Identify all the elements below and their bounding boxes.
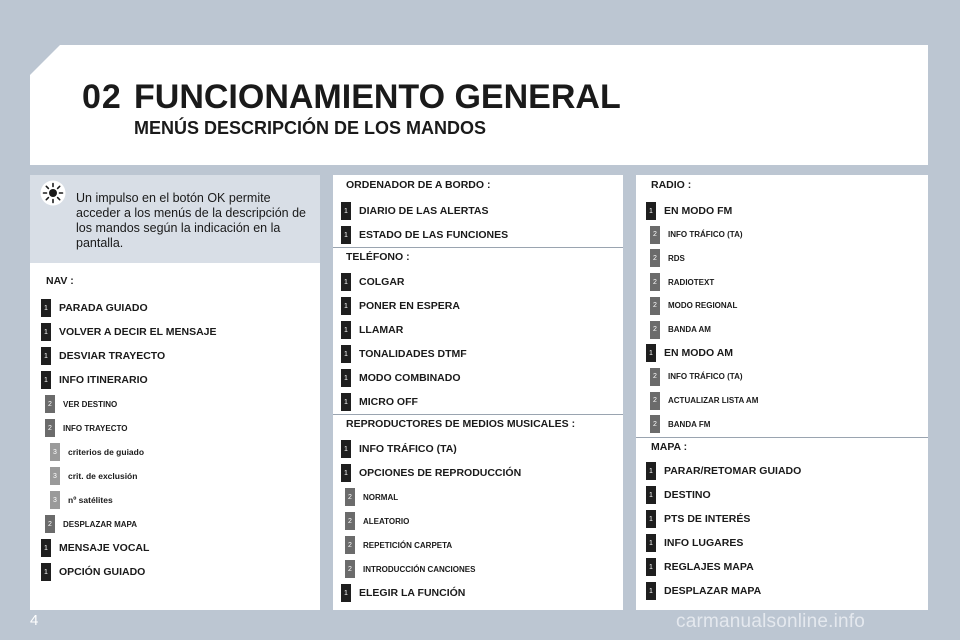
- menu-level-badge: 3: [50, 491, 60, 509]
- menu-item-label: MODO COMBINADO: [359, 372, 461, 384]
- menu-level-badge: 1: [41, 539, 51, 557]
- menu-item: [345, 512, 409, 530]
- menu-level-badge: 1: [41, 299, 51, 317]
- menu-item-label: LLAMAR: [359, 324, 404, 336]
- menu-item: [50, 491, 113, 509]
- menu-level-badge: 3: [50, 443, 60, 461]
- menu-item: [341, 369, 461, 387]
- menu-item-label: REPETICIÓN CARPETA: [363, 540, 453, 550]
- menu-level-badge: 1: [646, 558, 656, 576]
- menu-item: [341, 273, 405, 291]
- menu-item: [341, 202, 489, 220]
- menu-item: [646, 486, 711, 504]
- menu-item: [646, 558, 754, 576]
- menu-level-badge: 2: [650, 273, 660, 291]
- menu-item: [650, 273, 714, 291]
- menu-level-badge: 2: [345, 512, 355, 530]
- menu-item: [650, 321, 711, 339]
- menu-item-label: nº satélites: [68, 495, 113, 505]
- menu-level-badge: 2: [45, 419, 55, 437]
- menu-item: [650, 249, 685, 267]
- menu-level-badge: 2: [650, 226, 660, 244]
- section-title-nav: NAV :: [46, 275, 74, 287]
- separator-telefono: [333, 247, 623, 248]
- menu-level-badge: 2: [45, 395, 55, 413]
- menu-level-badge: 2: [650, 321, 660, 339]
- menu-item: [646, 344, 733, 362]
- menu-item: [341, 297, 460, 315]
- menu-level-badge: 1: [341, 393, 351, 411]
- menu-item: [41, 539, 149, 557]
- page-number: 4: [30, 612, 39, 629]
- menu-item: [646, 462, 801, 480]
- menu-item: [345, 536, 452, 554]
- menu-item-label: ELEGIR LA FUNCIÓN: [359, 587, 466, 599]
- menu-item-label: RDS: [668, 253, 685, 263]
- section-title-telefono: TELÉFONO :: [346, 251, 410, 263]
- menu-level-badge: 1: [646, 510, 656, 528]
- menu-item-label: COLGAR: [359, 276, 405, 288]
- menu-level-badge: 1: [646, 462, 656, 480]
- menu-item-label: INTRODUCCIÓN CANCIONES: [363, 564, 476, 574]
- menu-item-label: MODO REGIONAL: [668, 301, 738, 311]
- menu-item: [341, 226, 508, 244]
- menu-item: [41, 347, 165, 365]
- menu-item-label: BANDA AM: [668, 325, 711, 334]
- section-title-ordenador: ORDENADOR DE A BORDO :: [346, 179, 491, 191]
- menu-item-label: ESTADO DE LAS FUNCIONES: [359, 229, 509, 241]
- menu-level-badge: 2: [345, 536, 355, 554]
- menu-item: [41, 563, 145, 581]
- menu-item-label: PONER EN ESPERA: [359, 300, 460, 312]
- menu-item: [650, 415, 710, 433]
- menu-level-badge: 1: [41, 347, 51, 365]
- menu-item-label: OPCIÓN GUIADO: [59, 566, 146, 578]
- menu-level-badge: 1: [646, 202, 656, 220]
- menu-level-badge: 1: [646, 344, 656, 362]
- menu-item: [50, 443, 144, 461]
- menu-item-label: MENSAJE VOCAL: [59, 542, 150, 554]
- sun-icon: [40, 180, 66, 206]
- menu-level-badge: 2: [650, 415, 660, 433]
- section-title-mapa: MAPA :: [651, 441, 688, 453]
- chapter-title: FUNCIONAMIENTO GENERAL: [134, 78, 621, 116]
- menu-level-badge: 1: [341, 345, 351, 363]
- menu-item-label: DESPLAZAR MAPA: [664, 585, 762, 597]
- tip-text: Un impulso en el botón OK permite acceder a los menús de la descripción de los mandos según la indicación en la pantalla.: [76, 191, 306, 250]
- menu-level-badge: 1: [41, 323, 51, 341]
- menu-level-badge: 1: [341, 464, 351, 482]
- menu-level-badge: 2: [650, 297, 660, 315]
- menu-item-label: INFO TRAYECTO: [63, 423, 128, 433]
- menu-item-label: PARAR/RETOMAR GUIADO: [664, 465, 802, 477]
- menu-level-badge: 3: [50, 467, 60, 485]
- menu-level-badge: 1: [646, 534, 656, 552]
- menu-item-label: RADIOTEXT: [668, 277, 715, 287]
- menu-level-badge: 1: [341, 584, 351, 602]
- menu-item-label: DIARIO DE LAS ALERTAS: [359, 205, 489, 217]
- menu-level-badge: 1: [341, 202, 351, 220]
- menu-item: [41, 299, 148, 317]
- menu-item-label: TONALIDADES DTMF: [359, 348, 467, 360]
- menu-item: [41, 371, 148, 389]
- menu-item: [650, 392, 758, 410]
- menu-item: [646, 510, 750, 528]
- menu-item-label: INFO TRÁFICO (TA): [668, 372, 743, 382]
- menu-item: [341, 464, 521, 482]
- menu-level-badge: 1: [341, 273, 351, 291]
- menu-item: [646, 202, 732, 220]
- chapter-subtitle: MENÚS DESCRIPCIÓN DE LOS MANDOS: [134, 118, 487, 138]
- menu-level-badge: 1: [341, 297, 351, 315]
- menu-level-badge: 2: [345, 488, 355, 506]
- menu-item-label: crit. de exclusión: [68, 471, 138, 481]
- menu-item-label: EN MODO FM: [664, 205, 733, 217]
- menu-item: [341, 345, 467, 363]
- menu-item-label: VOLVER A DECIR EL MENSAJE: [59, 326, 217, 338]
- menu-item-label: REGLAJES MAPA: [664, 561, 754, 573]
- menu-item: [345, 560, 475, 578]
- menu-level-badge: 2: [650, 392, 660, 410]
- menu-level-badge: 2: [45, 515, 55, 533]
- menu-level-badge: 1: [341, 369, 351, 387]
- watermark: carmanualsonline.info: [676, 611, 866, 632]
- menu-item-label: PTS DE INTERÉS: [664, 513, 751, 525]
- menu-level-badge: 1: [41, 563, 51, 581]
- menu-level-badge: 1: [341, 440, 351, 458]
- menu-item-label: MICRO OFF: [359, 396, 418, 408]
- menu-level-badge: 1: [646, 582, 656, 600]
- menu-item-label: PARADA GUIADO: [59, 302, 148, 314]
- separator-mapa: [636, 437, 928, 438]
- menu-item: [341, 321, 403, 339]
- menu-item-label: INFO TRÁFICO (TA): [359, 443, 457, 455]
- menu-item-label: DESPLAZAR MAPA: [63, 519, 138, 529]
- menu-item: [45, 515, 137, 533]
- menu-item-label: BANDA FM: [668, 419, 711, 429]
- menu-item-label: NORMAL: [363, 492, 399, 502]
- menu-item: [50, 467, 137, 485]
- menu-item: [646, 534, 743, 552]
- menu-item-label: ACTUALIZAR LISTA AM: [668, 396, 759, 406]
- menu-level-badge: 2: [345, 560, 355, 578]
- menu-item-label: INFO LUGARES: [664, 537, 744, 549]
- menu-level-badge: 2: [650, 368, 660, 386]
- menu-item-label: DESVIAR TRAYECTO: [59, 350, 166, 362]
- menu-level-badge: 1: [646, 486, 656, 504]
- menu-item: [41, 323, 217, 341]
- separator-reproductores: [333, 414, 623, 415]
- menu-level-badge: 2: [650, 249, 660, 267]
- menu-item: [341, 393, 418, 411]
- menu-level-badge: 1: [341, 226, 351, 244]
- menu-item-label: criterios de guiado: [68, 447, 145, 457]
- menu-item-label: INFO ITINERARIO: [59, 374, 148, 386]
- menu-item: [45, 419, 127, 437]
- menu-item-label: OPCIONES DE REPRODUCCIÓN: [359, 467, 522, 479]
- menu-item: [650, 297, 737, 315]
- menu-item: [341, 440, 457, 458]
- menu-item: [650, 368, 743, 386]
- menu-item-label: DESTINO: [664, 489, 711, 501]
- menu-item: [646, 582, 761, 600]
- menu-item: [345, 488, 398, 506]
- menu-item: [341, 584, 465, 602]
- menu-item-label: EN MODO AM: [664, 347, 734, 360]
- menu-item: [650, 226, 743, 244]
- menu-item-label: ALEATORIO: [363, 516, 410, 526]
- chapter-number: 02: [82, 78, 122, 116]
- menu-item: [45, 395, 117, 413]
- menu-item-label: INFO TRÁFICO (TA): [668, 230, 743, 240]
- section-title-reproductores: REPRODUCTORES DE MEDIOS MUSICALES :: [346, 418, 576, 430]
- menu-item-label: VER DESTINO: [63, 399, 118, 409]
- menu-level-badge: 1: [341, 321, 351, 339]
- menu-level-badge: 1: [41, 371, 51, 389]
- section-title-radio: RADIO :: [651, 179, 692, 191]
